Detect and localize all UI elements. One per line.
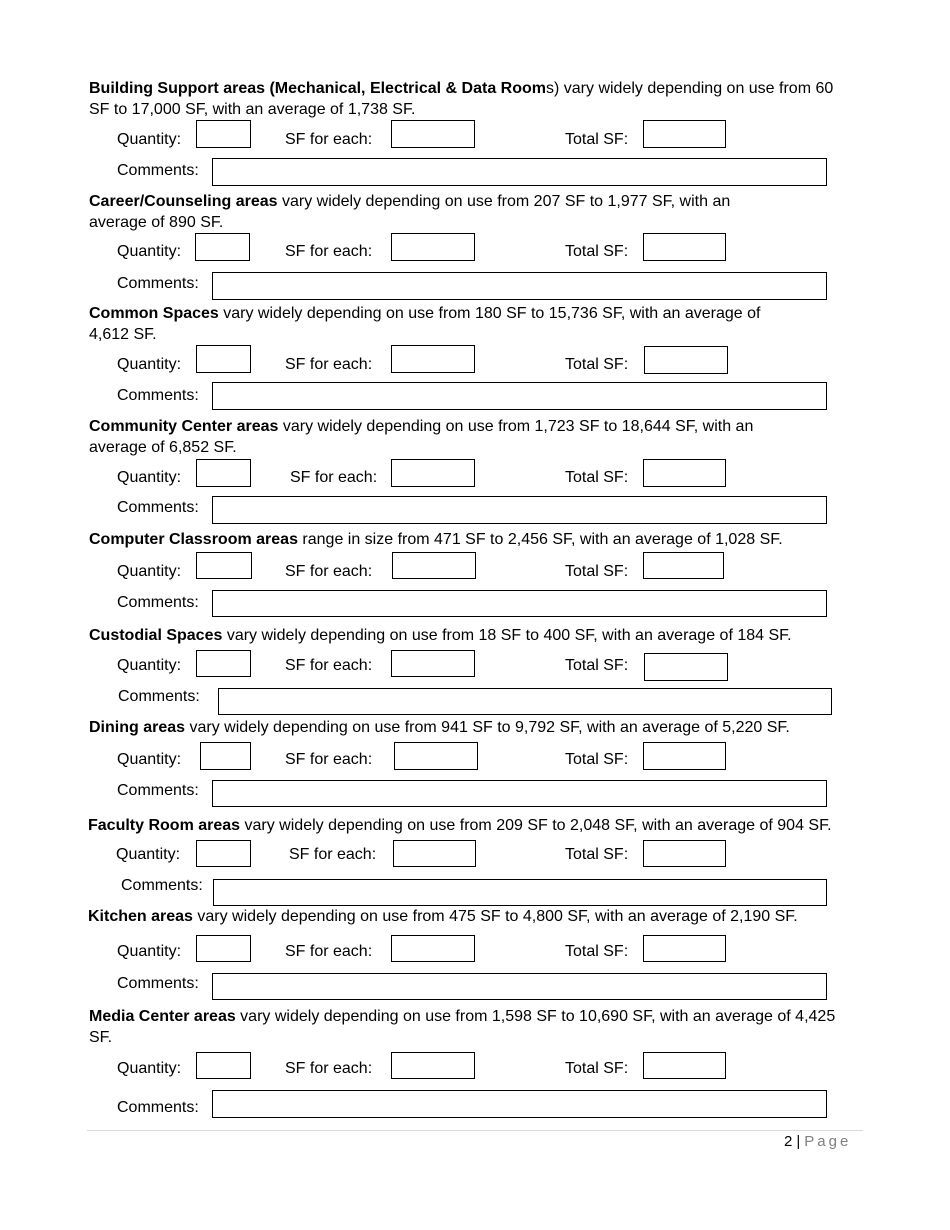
sf-each-label: SF for each:: [285, 563, 373, 580]
section-description: [89, 191, 789, 233]
quantity-field[interactable]: [195, 233, 250, 261]
section-text: vary widely depending on use from 1,723 SF to 18,644 SF, with an average of 6,852 SF.: [89, 418, 754, 456]
sf-each-field[interactable]: [393, 840, 476, 867]
sf-each-field[interactable]: [391, 935, 475, 962]
quantity-label: Quantity:: [117, 563, 182, 580]
quantity-label: Quantity:: [117, 1060, 182, 1077]
section-title: Computer Classroom areas: [89, 531, 298, 548]
section-title: Kitchen areas: [88, 908, 193, 925]
section-text: vary widely depending on use from 209 SF to 2,048 SF, with an average of 904 SF.: [240, 817, 832, 834]
section-title: Media Center areas: [89, 1008, 236, 1025]
footer-separator: |: [796, 1133, 801, 1150]
quantity-label: Quantity:: [117, 243, 182, 260]
section-description: [89, 625, 889, 646]
comments-field[interactable]: [212, 382, 827, 410]
comments-field[interactable]: [212, 272, 827, 300]
comments-field[interactable]: [213, 879, 827, 906]
footer-divider: [87, 1130, 863, 1131]
comments-field[interactable]: [212, 1090, 827, 1118]
sf-each-label: SF for each:: [285, 243, 373, 260]
comments-label: Comments:: [117, 594, 199, 611]
quantity-label: Quantity:: [117, 131, 182, 148]
total-sf-label: Total SF:: [565, 846, 629, 863]
comments-label: Comments:: [117, 499, 199, 516]
comments-label: Comments:: [117, 975, 199, 992]
comments-label: Comments:: [118, 688, 200, 705]
section-description: [89, 78, 849, 120]
comments-field[interactable]: [212, 590, 827, 617]
sf-each-label: SF for each:: [285, 657, 373, 674]
total-sf-field[interactable]: [644, 653, 728, 681]
sf-each-field[interactable]: [391, 120, 475, 148]
sf-each-field[interactable]: [394, 742, 478, 770]
quantity-field[interactable]: [196, 120, 251, 148]
section-description: [89, 416, 809, 458]
sf-each-label: SF for each:: [285, 1060, 373, 1077]
quantity-label: Quantity:: [116, 846, 181, 863]
comments-field[interactable]: [212, 973, 827, 1000]
section-description: [89, 1006, 859, 1048]
sf-each-field[interactable]: [391, 345, 475, 373]
quantity-field[interactable]: [196, 1052, 251, 1079]
quantity-label: Quantity:: [117, 356, 182, 373]
section-title: Common Spaces: [89, 305, 219, 322]
comments-field[interactable]: [212, 158, 827, 186]
section-title: Dining areas: [89, 719, 186, 736]
total-sf-field[interactable]: [643, 840, 726, 867]
quantity-field[interactable]: [196, 552, 252, 579]
quantity-field[interactable]: [196, 650, 251, 677]
quantity-field[interactable]: [196, 459, 251, 487]
total-sf-field[interactable]: [643, 742, 726, 770]
section-text: vary widely depending on use from 18 SF to 400 SF, with an average of 184 SF.: [222, 627, 792, 644]
total-sf-field[interactable]: [643, 552, 724, 579]
comments-label: Comments:: [121, 877, 203, 894]
comments-label: Comments:: [117, 387, 199, 404]
section-title: Faculty Room areas: [88, 817, 241, 834]
sf-each-field[interactable]: [391, 233, 475, 261]
total-sf-label: Total SF:: [565, 563, 629, 580]
total-sf-field[interactable]: [643, 459, 726, 487]
section-text: vary widely depending on use from 207 SF to 1,977 SF, with an average of 890 SF.: [89, 193, 731, 231]
total-sf-field[interactable]: [644, 346, 728, 374]
total-sf-label: Total SF:: [565, 751, 629, 768]
sf-each-label: SF for each:: [285, 356, 373, 373]
sf-each-field[interactable]: [391, 650, 475, 677]
section-text: range in size from 471 SF to 2,456 SF, with an average of 1,028 SF.: [297, 531, 783, 548]
section-description: [89, 529, 889, 550]
total-sf-field[interactable]: [643, 935, 726, 962]
total-sf-field[interactable]: [643, 233, 726, 261]
total-sf-label: Total SF:: [565, 1060, 629, 1077]
section-description: [89, 303, 799, 345]
section-text: vary widely depending on use from 475 SF to 4,800 SF, with an average of 2,190 SF.: [192, 908, 798, 925]
quantity-field[interactable]: [200, 742, 251, 770]
sf-each-field[interactable]: [391, 459, 475, 487]
section-description: [88, 815, 928, 836]
section-title: Building Support areas (Mechanical, Electrical & Data Room: [89, 80, 546, 97]
section-description: [88, 906, 908, 927]
sf-each-field[interactable]: [391, 1052, 475, 1079]
comments-field[interactable]: [212, 780, 827, 807]
section-text: vary widely depending on use from 180 SF to 15,736 SF, with an average of 4,612 SF.: [89, 305, 761, 343]
page-label: Page: [804, 1133, 852, 1150]
sf-each-label: SF for each:: [290, 469, 378, 486]
section-text: vary widely depending on use from 941 SF to 9,792 SF, with an average of 5,220 SF.: [185, 719, 790, 736]
sf-each-label: SF for each:: [285, 943, 373, 960]
quantity-field[interactable]: [196, 345, 251, 373]
section-title: Community Center areas: [89, 418, 279, 435]
comments-field[interactable]: [218, 688, 832, 715]
total-sf-label: Total SF:: [565, 943, 629, 960]
quantity-label: Quantity:: [117, 943, 182, 960]
section-text: s) vary widely depending on use from 60 SF to 17,000 SF, with an average of 1,738 SF.: [89, 80, 834, 118]
page-footer: [784, 1133, 851, 1150]
quantity-label: Quantity:: [117, 751, 182, 768]
quantity-field[interactable]: [196, 840, 251, 867]
total-sf-label: Total SF:: [565, 469, 629, 486]
comments-field[interactable]: [212, 496, 827, 524]
quantity-field[interactable]: [196, 935, 251, 962]
total-sf-field[interactable]: [643, 1052, 726, 1079]
sf-each-label: SF for each:: [285, 131, 373, 148]
comments-label: Comments:: [117, 1099, 199, 1116]
total-sf-label: Total SF:: [565, 356, 629, 373]
sf-each-field[interactable]: [392, 552, 476, 579]
total-sf-field[interactable]: [643, 120, 726, 148]
total-sf-label: Total SF:: [565, 131, 629, 148]
total-sf-label: Total SF:: [565, 243, 629, 260]
total-sf-label: Total SF:: [565, 657, 629, 674]
section-title: Custodial Spaces: [89, 627, 223, 644]
quantity-label: Quantity:: [117, 657, 182, 674]
section-description: [89, 717, 889, 738]
comments-label: Comments:: [117, 275, 199, 292]
sf-each-label: SF for each:: [285, 751, 373, 768]
page-number: 2: [784, 1133, 793, 1150]
comments-label: Comments:: [117, 782, 199, 799]
quantity-label: Quantity:: [117, 469, 182, 486]
section-title: Career/Counseling areas: [89, 193, 278, 210]
sf-each-label: SF for each:: [289, 846, 377, 863]
section-text: vary widely depending on use from 1,598 SF to 10,690 SF, with an average of 4,425 SF.: [89, 1008, 836, 1046]
comments-label: Comments:: [117, 162, 199, 179]
